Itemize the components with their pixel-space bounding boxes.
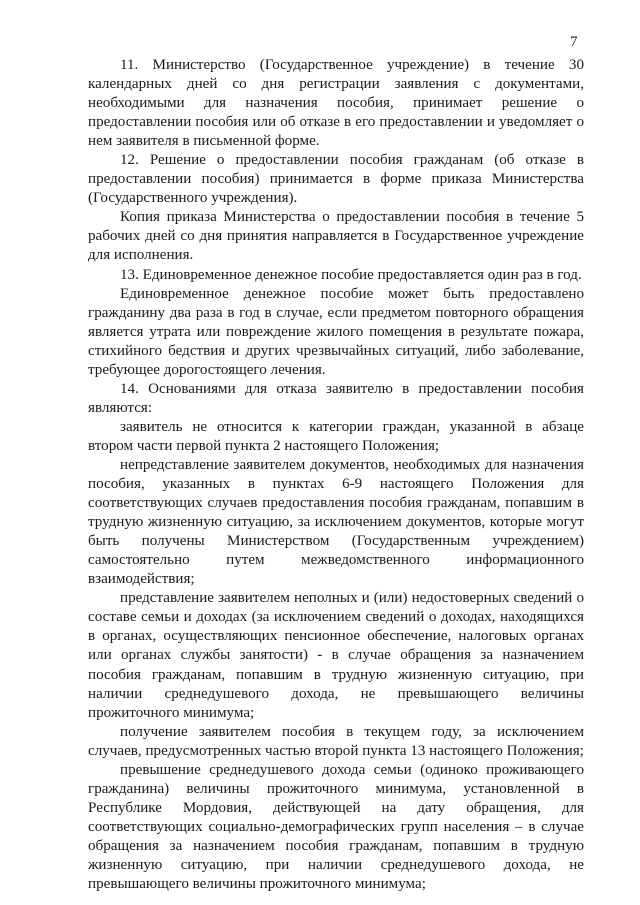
paragraph-13-second: Единовременное денежное пособие может быть предоставлено гражданину два раза в год в случае, если предметом повторного обращения является утрата или повреждение жилого помещения в результате пожара, стихийного бедствия и других чрезвычайных ситуаций, либо заболевание, требующее дорогостоящего лечения. [88, 285, 584, 378]
paragraph-11: 11. Министерство (Государственное учреждение) в течение 30 календарных дней со дня регистрации заявления с документами, необходимыми для назначения пособия, принимает решение о предоставлении пособия или об отказе в его предоставлении и уведомляет о нем заявителя в письменной форме. [88, 57, 584, 150]
refusal-reason-2: непредставление заявителем документов, необходимых для назначения пособия, указанных в пунктах 6-9 настоящего Положения для соответствующих случаев предоставления пособия гражданам, попавшим в трудную жизненную ситуацию, за исключением документов, которые могут быть получены Министерством (Государственным учреждением) самостоятельно путем межведомственного информационного взаимодействия; [88, 456, 584, 588]
page-number: 7 [570, 34, 578, 50]
refusal-reason-4: получение заявителем пособия в текущем году, за исключением случаев, предусмотренных частью второй пункта 13 настоящего Положения; [88, 723, 584, 759]
paragraph-13: 13. Единовременное денежное пособие предоставляется один раз в год. [120, 266, 582, 283]
paragraph-14: 14. Основаниями для отказа заявителю в предоставлении пособия являются: [88, 380, 584, 416]
refusal-reason-3: представление заявителем неполных и (или) недостоверных сведений о составе семьи и доходах (за исключением сведений о доходах, находящихся в органах, осуществляющих пенсионное обеспечение, налоговых органах или органах службы занятости) - в случае обращения за назначением пособия гражданам, попавшим в трудную жизненную ситуацию, при наличии среднедушевого дохода, не превышающего величины прожиточного минимума; [88, 590, 584, 721]
refusal-reason-5: превышение среднедушевого дохода семьи (одиноко проживающего гражданина) величины прожиточного минимума, установленной в Республике Мордовия, действующей на дату обращения, для соответствующих социально-демографических групп населения – в случае обращения за назначением пособия гражданам, попавшим в трудную жизненную ситуацию, при наличии среднедушевого дохода, не превышающего величины прожиточного минимума; [88, 761, 584, 893]
paragraph-12: 12. Решение о предоставлении пособия гражданам (об отказе в предоставлении пособия) принимается в форме приказа Министерства (Государственного учреждения). [88, 152, 584, 207]
refusal-reason-1: заявитель не относится к категории граждан, указанной в абзаце втором части первой пункта 2 настоящего Положения; [88, 418, 584, 454]
paragraph-12-copy: Копия приказа Министерства о предоставлении пособия в течение 5 рабочих дней со дня принятия направляется в Государственное учреждение для исполнения. [88, 209, 584, 264]
document-body [88, 56, 584, 894]
